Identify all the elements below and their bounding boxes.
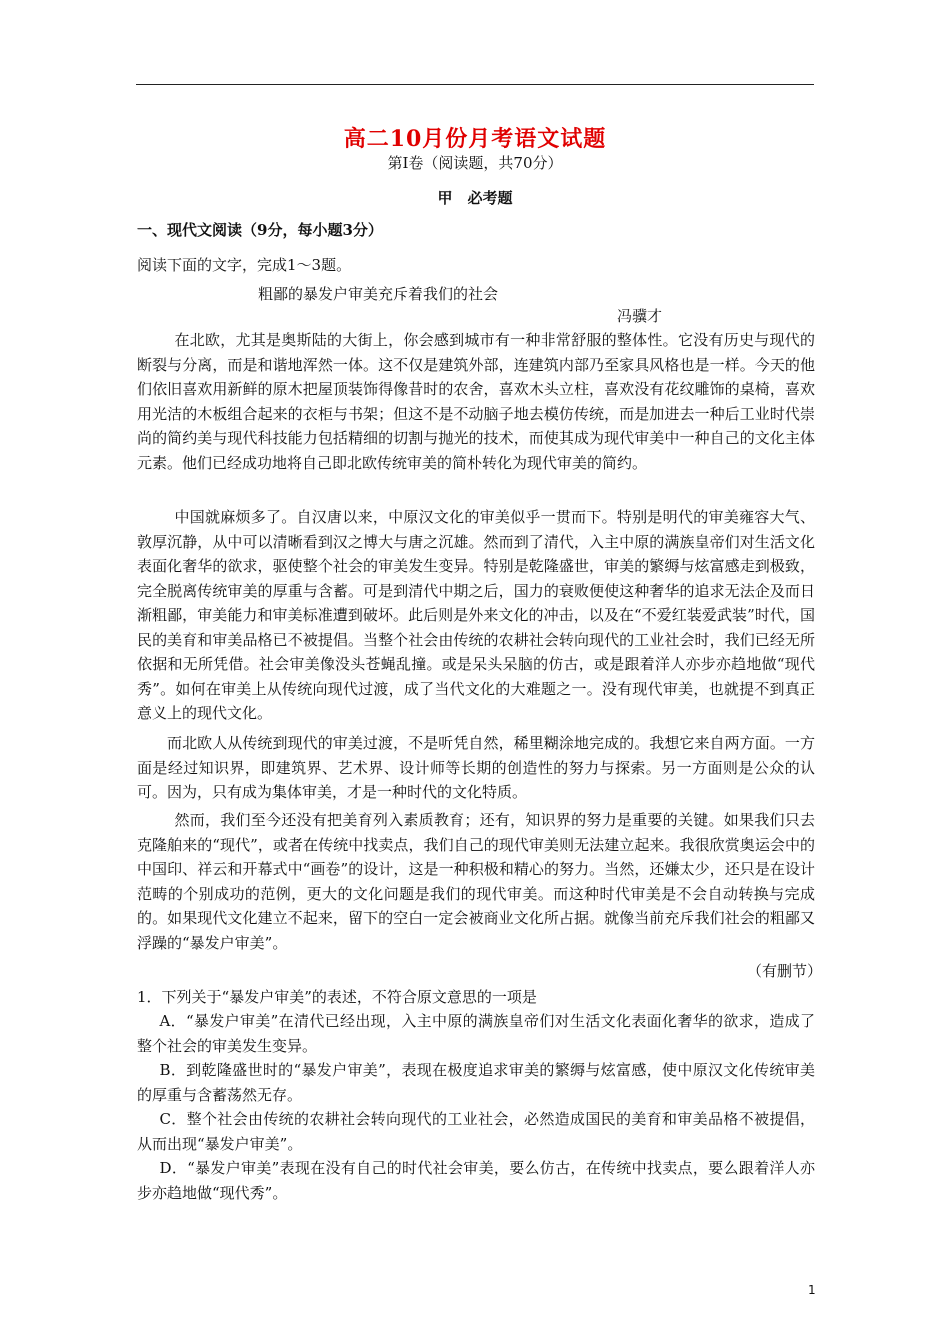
option-b: B．到乾隆盛世时的“暴发户审美”，表现在极度追求审美的繁缛与炫富感，使中原汉文化传统审美的厚重与含蓄荡然无存。	[137, 1061, 815, 1104]
article-paragraph: 中国就麻烦多了。自汉唐以来，中原汉文化的审美似乎一贯而下。特别是明代的审美雍容大气、敦厚沉静，从中可以清晰看到汉之博大与唐之沉雄。然而到了清代，入主中原的满族皇帝们对生活文化表面化奢华的欲求，驱使整个社会的审美发生变异。特别是乾隆盛世，审美的繁缛与炫富感走到极致，完全脱离传统审美的厚重与含蓄。可是到清代中期之后，国力的衰败便使这种奢华的追求无法企及而日渐粗鄙，审美能力和审美标准遭到破坏。此后则是外来文化的冲击，以及在“不爱红装爱武装”时代，国民的美育和审美品格已不被提倡。当整个社会由传统的农耕社会转向现代的工业社会时，我们已经无所依据和无所凭借。社会审美像没头苍蝇乱撞。或是呆头呆脑的仿古，或是跟着洋人亦步亦趋地做“现代秀”。如何在审美上从传统向现代过渡，成了当代文化的大难题之一。没有现代审美，也就提不到真正意义上的现代文化。	[137, 508, 815, 722]
article-author: 冯骥才	[617, 307, 663, 325]
article-paragraph: 而北欧人从传统到现代的审美过渡，不是听凭自然，稀里糊涂地完成的。我想它来自两方面。一方面是经过知识界，即建筑界、艺术界、设计师等长期的创造性的努力与探索。另一方面则是公众的认可。因为，只有成为集体审美，才是一种时代的文化特质。	[137, 734, 815, 801]
exam-title: 高二10月份月考语文试题	[343, 126, 607, 152]
page-number: 1	[808, 1283, 816, 1297]
option-c: C．整个社会由传统的农耕社会转向现代的工业社会，必然造成国民的美育和审美品格不被提倡，从而出现“暴发户审美”。	[137, 1110, 815, 1153]
article-paragraph: 然而，我们至今还没有把美育列入素质教育；还有，知识界的努力是重要的关键。如果我们只去克隆舶来的“现代”，或者在传统中找卖点，我们自己的现代审美则无法建立起来。我很欣赏奥运会中的中国印、祥云和开幕式中“画卷”的设计，这是一种积极和精心的努力。当然，还嫌太少，还只是在设计范畴的个别成功的范例，更大的文化问题是我们的现代审美。而这种时代审美是不会自动转换与完成的。如果现代文化建立不起来，留下的空白一定会被商业文化所占据。就像当前充斥我们社会的粗鄙又浮躁的“暴发户审美”。	[137, 811, 815, 952]
part-heading: 甲 必考题	[437, 189, 513, 207]
option-a: A．“暴发户审美”在清代已经出现，入主中原的满族皇帝们对生活文化表面化奢华的欲求，造成了整个社会的审美发生变异。	[137, 1012, 815, 1055]
header-rule	[136, 84, 814, 85]
question-stem: 1．下列关于“暴发户审美”的表述，不符合原文意思的一项是	[137, 988, 537, 1006]
exam-subtitle: 第Ⅰ卷（阅读题，共70分）	[387, 154, 563, 172]
option-d: D．“暴发户审美”表现在没有自己的时代社会审美，要么仿古，在传统中找卖点，要么跟着洋人亦步亦趋地做“现代秀”。	[137, 1159, 815, 1202]
reading-instruction: 阅读下面的文字，完成1～3题。	[137, 256, 352, 274]
article-title: 粗鄙的暴发户审美充斥着我们的社会	[258, 285, 499, 303]
article-paragraph: 在北欧，尤其是奥斯陆的大街上，你会感到城市有一种非常舒服的整体性。它没有历史与现代的断裂与分离，而是和谐地浑然一体。这不仅是建筑外部，连建筑内部乃至家具风格也是一样。今天的他们依旧喜欢用新鲜的原木把屋顶装饰得像昔时的农舍，喜欢木头立柱，喜欢没有花纹雕饰的桌椅，喜欢用光洁的木板组合起来的衣柜与书架；但这不是不动脑子地去模仿传统，而是加进去一种后工业时代崇尚的简约美与现代科技能力包括精细的切割与抛光的技术，而使其成为现代审美中一种自己的文化主体元素。他们已经成功地将自己即北欧传统审美的简朴转化为现代审美的简约。	[137, 331, 815, 472]
abridged-note: （有删节）	[747, 962, 823, 980]
section-heading: 一、现代文阅读（9分，每小题3分）	[137, 221, 383, 239]
